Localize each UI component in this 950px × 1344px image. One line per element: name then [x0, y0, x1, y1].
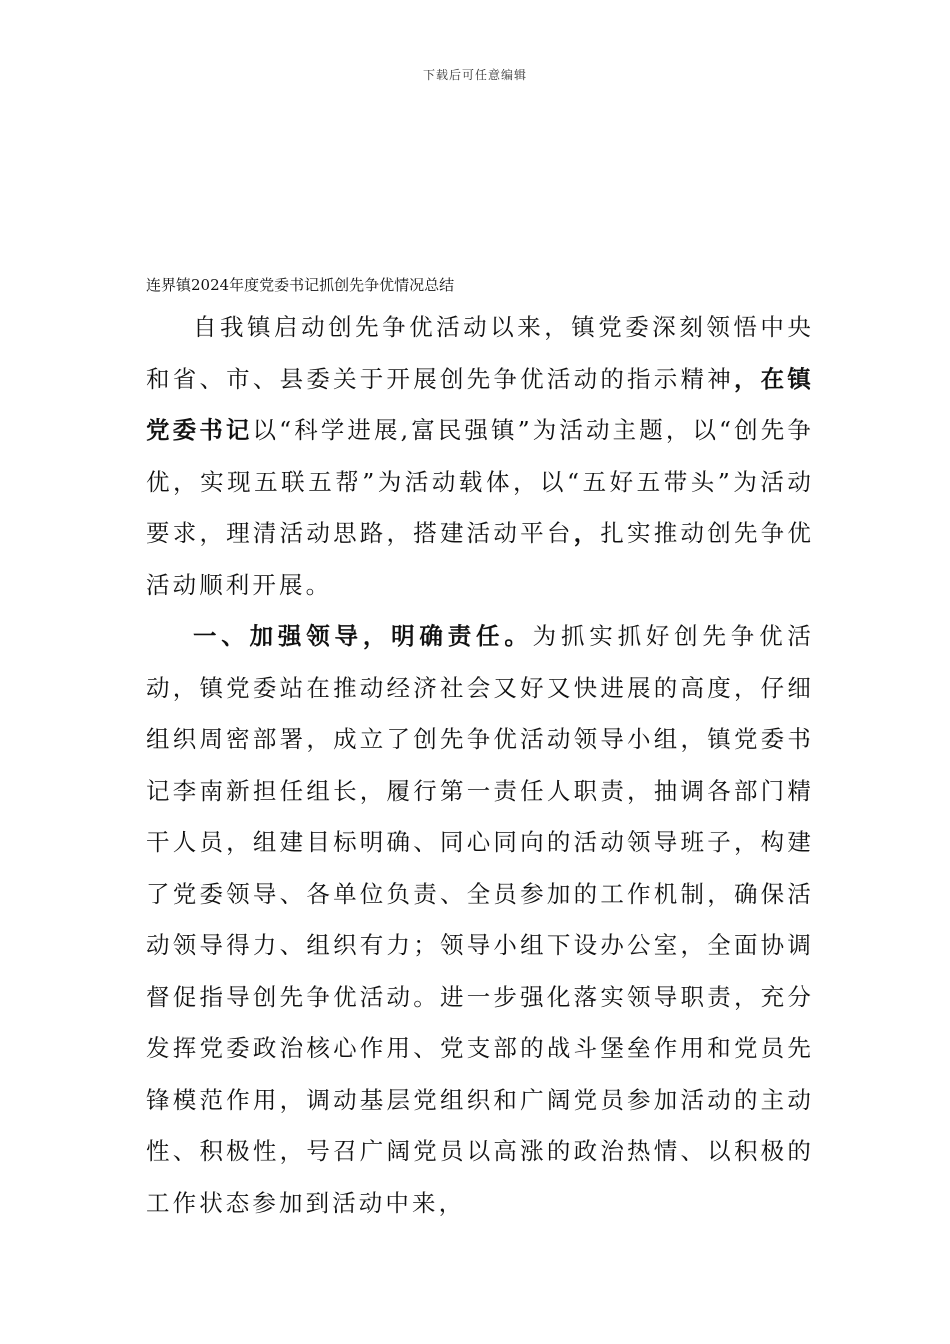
document-body — [146, 302, 814, 1229]
paragraph-intro-text-1: 自我镇启动创先争优活动以来，镇党委深刻领悟中央和省、市、县委关于开展创先争优活动的指示精神 — [146, 313, 814, 393]
paragraph-intro-text-3: 扎实推动创先争优活动顺利开展。 — [146, 519, 814, 599]
paragraph-intro-bold-2: ， — [573, 519, 601, 547]
paragraph-intro — [146, 302, 814, 611]
section-1-text: 为抓实抓好创先争优活动，镇党委站在推动经济社会又好又快进展的高度，仔细组织周密部署，成立了创先争优活动领导小组，镇党委书记李南新担任组长，履行第一责任人职责，抽调各部门精干人员，组建目标明确、同心同向的活动领导班子，构建了党委领导、各单位负责、全员参加的工作机制，确保活动领导得力、组织有力；领导小组下设办公室，全面协调督促指导创先争优活动。进一步强化落实领导职责，充分发挥党委政治核心作用、党支部的战斗堡垒作用和党员先锋模范作用，调动基层党组织和广阔党员参加活动的主动性、积极性，号召广阔党员以高涨的政治热情、以积极的工作状态参加到活动中来， — [146, 622, 814, 1217]
paragraph-section-1 — [146, 611, 814, 1229]
document-title: 连界镇2024年度党委书记抓创先争优情况总结 — [146, 276, 455, 294]
header-note: 下载后可任意编辑 — [422, 68, 527, 82]
paragraph-intro-bold-1: ，在镇党委书记 — [146, 364, 814, 444]
paragraph-intro-text-2: 以“科学进展,富民强镇”为活动主题，以“创先争优，实现五联五帮”为活动载体，以“五好五带头”为活动要求，理清活动思路，搭建活动平台 — [146, 416, 815, 547]
section-1-heading: 一、加强领导，明确责任。 — [193, 622, 533, 650]
